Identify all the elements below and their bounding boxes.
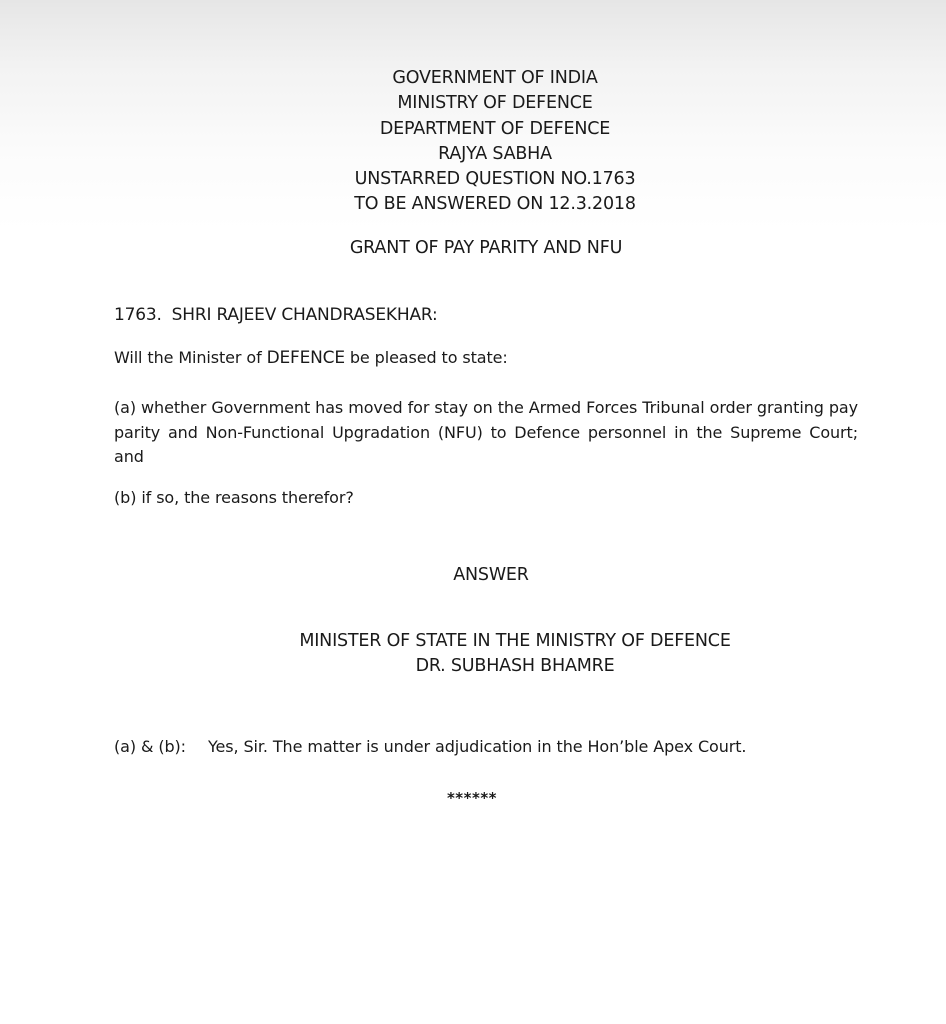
answering-minister [0, 629, 946, 679]
question-intro [114, 346, 508, 370]
header-question-number: UNSTARRED QUESTION NO.1763 [354, 169, 636, 190]
document-header [0, 66, 946, 218]
question-intro-ministry: DEFENCE [266, 348, 345, 368]
question-subject: GRANT OF PAY PARITY AND NFU [349, 238, 623, 258]
answer-heading: ANSWER [453, 565, 529, 585]
question-part-b: (b) if so, the reasons therefor? [114, 488, 354, 507]
answer-reply [114, 735, 746, 759]
header-government: GOVERNMENT OF INDIA [392, 68, 598, 88]
question-member-line [114, 303, 438, 327]
minister-name: DR. SUBHASH BHAMRE [415, 656, 615, 676]
question-number: 1763. [114, 305, 162, 325]
question-intro-before: Will the Minister of [114, 348, 267, 367]
answer-text: Yes, Sir. The matter is under adjudication in the Hon’ble Apex Court. [208, 737, 747, 756]
header-ministry: MINISTRY OF DEFENCE [397, 93, 593, 114]
question-part-a: (a) whether Government has moved for stay on the Armed Forces Tribunal order granting pay parity and Non-Functional Upgradation (NFU) to Defence personnel in the Supreme Court; and [114, 398, 858, 466]
header-house: RAJYA SABHA [438, 143, 552, 164]
minister-title: MINISTER OF STATE IN THE MINISTRY OF DEFENCE [299, 631, 731, 651]
question-intro-after: be pleased to state: [344, 348, 508, 367]
header-department: DEPARTMENT OF DEFENCE [379, 118, 611, 139]
member-name: SHRI RAJEEV CHANDRASEKHAR: [171, 305, 438, 325]
header-answer-date: TO BE ANSWERED ON 12.3.2018 [354, 194, 636, 215]
end-marker: ****** [446, 789, 498, 807]
answer-label: (a) & (b): [114, 737, 186, 756]
